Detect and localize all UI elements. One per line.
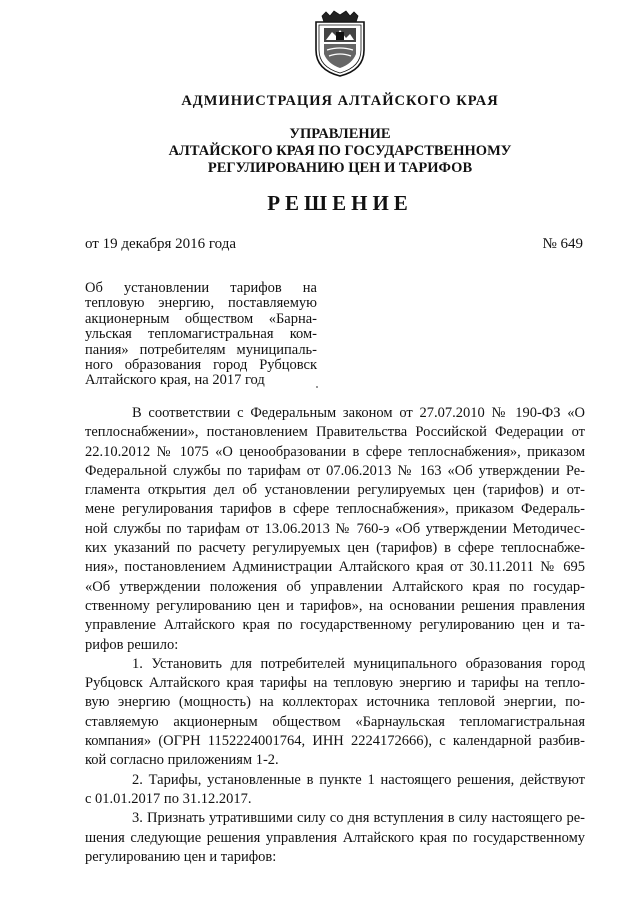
body-line: В соответствии с Федеральным законом от 27.07.2010 № 190-ФЗ «О bbox=[132, 405, 585, 421]
department-line: АЛТАЙСКОГО КРАЯ ПО ГОСУДАРСТВЕННОМУ bbox=[168, 143, 512, 159]
body-line: Рубцовск Алтайского края тарифы на тепловую энергию и тарифы на тепло- bbox=[85, 675, 585, 692]
altai-krai-coat-of-arms bbox=[312, 10, 368, 78]
subject-line: пания» потребителям муниципаль- bbox=[85, 341, 317, 358]
body-line: с 01.01.2017 по 31.12.2017. bbox=[85, 790, 252, 807]
subject-line: акционерным обществом «Барна- bbox=[85, 310, 317, 327]
body-line: теплоснабжении», постановлением Правительства Российской Федерации от bbox=[85, 424, 585, 441]
department-line: УПРАВЛЕНИЕ bbox=[289, 126, 391, 142]
body-line: мене регулирования тарифов в сфере теплоснабжения», приказом Федераль- bbox=[85, 501, 585, 518]
body-line: «Об утверждении положения об управлении Алтайского края по государ- bbox=[85, 578, 585, 595]
body-line: гламента открытия дел об установлении регулируемых цен (тарифов) и от- bbox=[85, 482, 585, 499]
body-line: ной службы по тарифам от 13.06.2013 № 760-э «Об утверждении Методичес- bbox=[85, 520, 585, 537]
body-line: кой согласно приложениям 1-2. bbox=[85, 752, 279, 769]
organization-name: АДМИНИСТРАЦИЯ АЛТАЙСКОГО КРАЯ bbox=[181, 93, 499, 109]
body-line: 1. Установить для потребителей муниципального образования город bbox=[132, 655, 585, 672]
body-line: ставляемую акционерным обществом «Барнаульская тепломагистральная bbox=[85, 713, 585, 730]
subject-line: ного образования город Рубцовск bbox=[85, 357, 317, 374]
body-line: рифов решило: bbox=[85, 636, 179, 653]
scan-speck bbox=[316, 386, 318, 388]
body-line: ких указаний по расчету регулируемых цен (тарифов) в сфере теплоснабже- bbox=[85, 540, 585, 557]
document-number: № 649 bbox=[542, 236, 583, 252]
department-line: РЕГУЛИРОВАНИЮ ЦЕН И ТАРИФОВ bbox=[207, 160, 473, 176]
body-line: Федеральной службы по тарифам от 07.06.2013 № 163 «Об утверждении Ре- bbox=[85, 462, 585, 479]
subject-line: ульская тепломагистральная ком- bbox=[85, 326, 317, 343]
body-line: управление Алтайского края по государственному регулированию цен и та- bbox=[85, 617, 585, 634]
body-line: 3. Признать утратившими силу со дня вступления в силу настоящего ре- bbox=[132, 810, 585, 827]
subject-line: Алтайского края, на 2017 год bbox=[85, 372, 265, 389]
subject-line: тепловую энергию, поставляемую bbox=[85, 295, 317, 312]
body-line: ния», постановлением Администрации Алтайского края от 30.11.2011 № 695 bbox=[85, 559, 585, 576]
body-line: шения следующие решения управления Алтайского края по государственному bbox=[85, 829, 585, 846]
body-line: 22.10.2012 № 1075 «О ценообразовании в сфере теплоснабжения», приказом bbox=[85, 443, 585, 460]
document-date: от 19 декабря 2016 года bbox=[85, 236, 237, 252]
body-line: вую энергию (мощность) на коллекторах источника тепловой энергии, по- bbox=[85, 694, 585, 711]
body-line: 2. Тарифы, установленные в пункте 1 настоящего решения, действуют bbox=[132, 771, 585, 788]
department-name bbox=[0, 126, 640, 177]
document-title: РЕШЕНИЕ bbox=[267, 191, 413, 215]
body-line: ственному регулированию цен и тарифов», на основании решения правления bbox=[85, 597, 585, 614]
subject-line: Об установлении тарифов на bbox=[85, 280, 317, 296]
body-line: регулированию цен и тарифов: bbox=[85, 848, 277, 865]
document-subject bbox=[85, 281, 317, 389]
document-body bbox=[85, 404, 585, 867]
body-line: компания» (ОГРН 1152224001764, ИНН 2224172666), с календарной разбив- bbox=[85, 733, 585, 750]
